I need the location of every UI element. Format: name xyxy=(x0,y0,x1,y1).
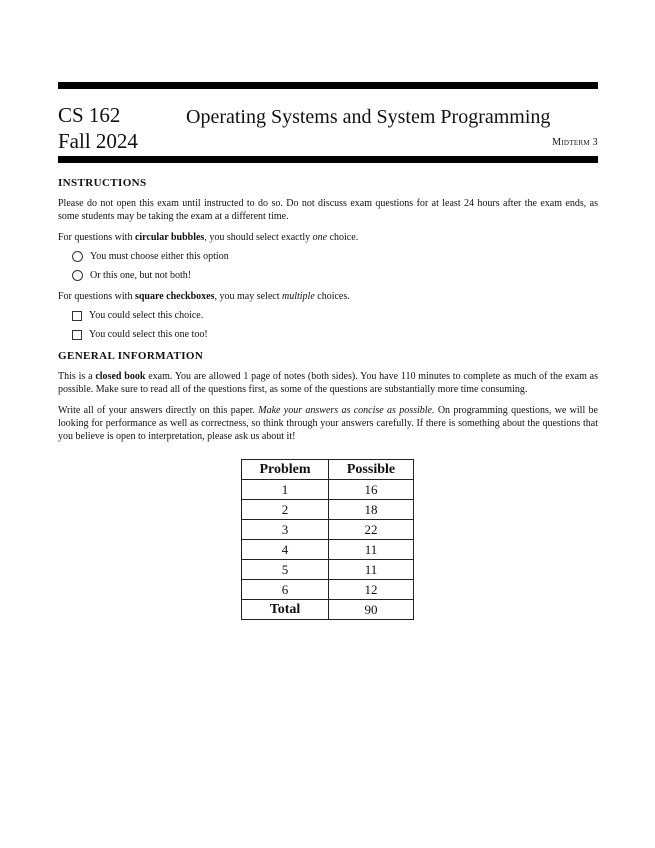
text-span: For questions with xyxy=(58,232,135,243)
header-rule-bottom xyxy=(58,156,598,163)
course-title: Operating Systems and System Programming xyxy=(186,106,551,128)
header-rule-top xyxy=(58,82,598,89)
table-row xyxy=(242,500,414,520)
problem-column-header: Problem xyxy=(242,460,329,480)
possible-points: 22 xyxy=(329,520,414,540)
total-row xyxy=(242,600,414,620)
text-span: choices. xyxy=(314,291,350,302)
text-span: Write all of your answers directly on this paper. xyxy=(58,405,259,416)
option-label: You could select this choice. xyxy=(89,310,204,321)
course-term: Fall 2024 xyxy=(58,129,138,153)
exam-cover-page xyxy=(58,82,598,443)
checkbox-instructions xyxy=(58,290,598,303)
table-row xyxy=(242,540,414,560)
option-label: You could select this one too! xyxy=(89,329,208,340)
table-row xyxy=(242,520,414,540)
score-table-header xyxy=(242,460,414,480)
table-row xyxy=(242,560,414,580)
problem-number: 5 xyxy=(242,560,329,580)
total-points: 90 xyxy=(329,600,414,620)
possible-points: 16 xyxy=(329,480,414,500)
checkbox-icon[interactable] xyxy=(72,311,82,321)
bubble-option[interactable] xyxy=(72,250,598,263)
problem-number: 1 xyxy=(242,480,329,500)
text-span: exam. You are allowed 1 page of notes (both sides). You have 110 minutes to complete as much of the exam as possible. Make sure to read all of the questions first, as some of the questions are substantially more time consuming. xyxy=(58,371,599,395)
general-info-paragraph-1 xyxy=(58,370,598,396)
instructions-heading: INSTRUCTIONS xyxy=(58,177,147,189)
general-info-paragraph-2 xyxy=(58,404,598,443)
checkbox-option[interactable] xyxy=(72,309,598,322)
text-span: , you should select exactly xyxy=(204,232,313,243)
bold-text: circular bubbles xyxy=(134,232,205,243)
radio-bubble-icon[interactable] xyxy=(72,270,83,281)
possible-points: 18 xyxy=(329,500,414,520)
text-span: For questions with xyxy=(58,291,135,302)
bold-text: closed book xyxy=(95,371,146,382)
italic-text: one xyxy=(312,232,328,243)
score-table xyxy=(241,459,414,620)
table-row xyxy=(242,480,414,500)
possible-points: 12 xyxy=(329,580,414,600)
bubble-instructions xyxy=(58,231,598,244)
problem-number: 3 xyxy=(242,520,329,540)
problem-number: 4 xyxy=(242,540,329,560)
possible-column-header: Possible xyxy=(329,460,414,480)
radio-bubble-icon[interactable] xyxy=(72,251,83,262)
option-label: You must choose either this option xyxy=(90,251,229,262)
problem-number: 6 xyxy=(242,580,329,600)
text-span: This is a xyxy=(58,371,96,382)
possible-points: 11 xyxy=(329,540,414,560)
text-span: , you may select xyxy=(214,291,282,302)
italic-text: multiple xyxy=(281,291,315,302)
bubble-option[interactable] xyxy=(72,269,598,282)
total-label: Total xyxy=(242,600,329,620)
possible-points: 11 xyxy=(329,560,414,580)
text-span: choice. xyxy=(327,232,359,243)
instructions-paragraph: Please do not open this exam until instructed to do so. Do not discuss exam questions for at least 24 hours after the exam ends, as some students may be taking the exam at a different time. xyxy=(58,198,598,222)
course-code: CS 162 xyxy=(58,103,121,127)
table-row xyxy=(242,580,414,600)
exam-name: Midterm 3 xyxy=(552,137,598,148)
exam-header xyxy=(58,89,598,153)
italic-text: Make your answers as concise as possible. xyxy=(258,405,435,416)
option-label: Or this one, but not both! xyxy=(90,270,192,281)
general-info-heading: GENERAL INFORMATION xyxy=(58,350,204,362)
checkbox-option[interactable] xyxy=(72,328,598,341)
problem-number: 2 xyxy=(242,500,329,520)
checkbox-icon[interactable] xyxy=(72,330,82,340)
text-span: On programming questions, we will be looking for performance as well as correctness, so think through your answers carefully. If there is something about the questions that you believe is open to interpretation, please ask us about it! xyxy=(58,405,598,442)
bold-text: square checkboxes xyxy=(134,291,215,302)
